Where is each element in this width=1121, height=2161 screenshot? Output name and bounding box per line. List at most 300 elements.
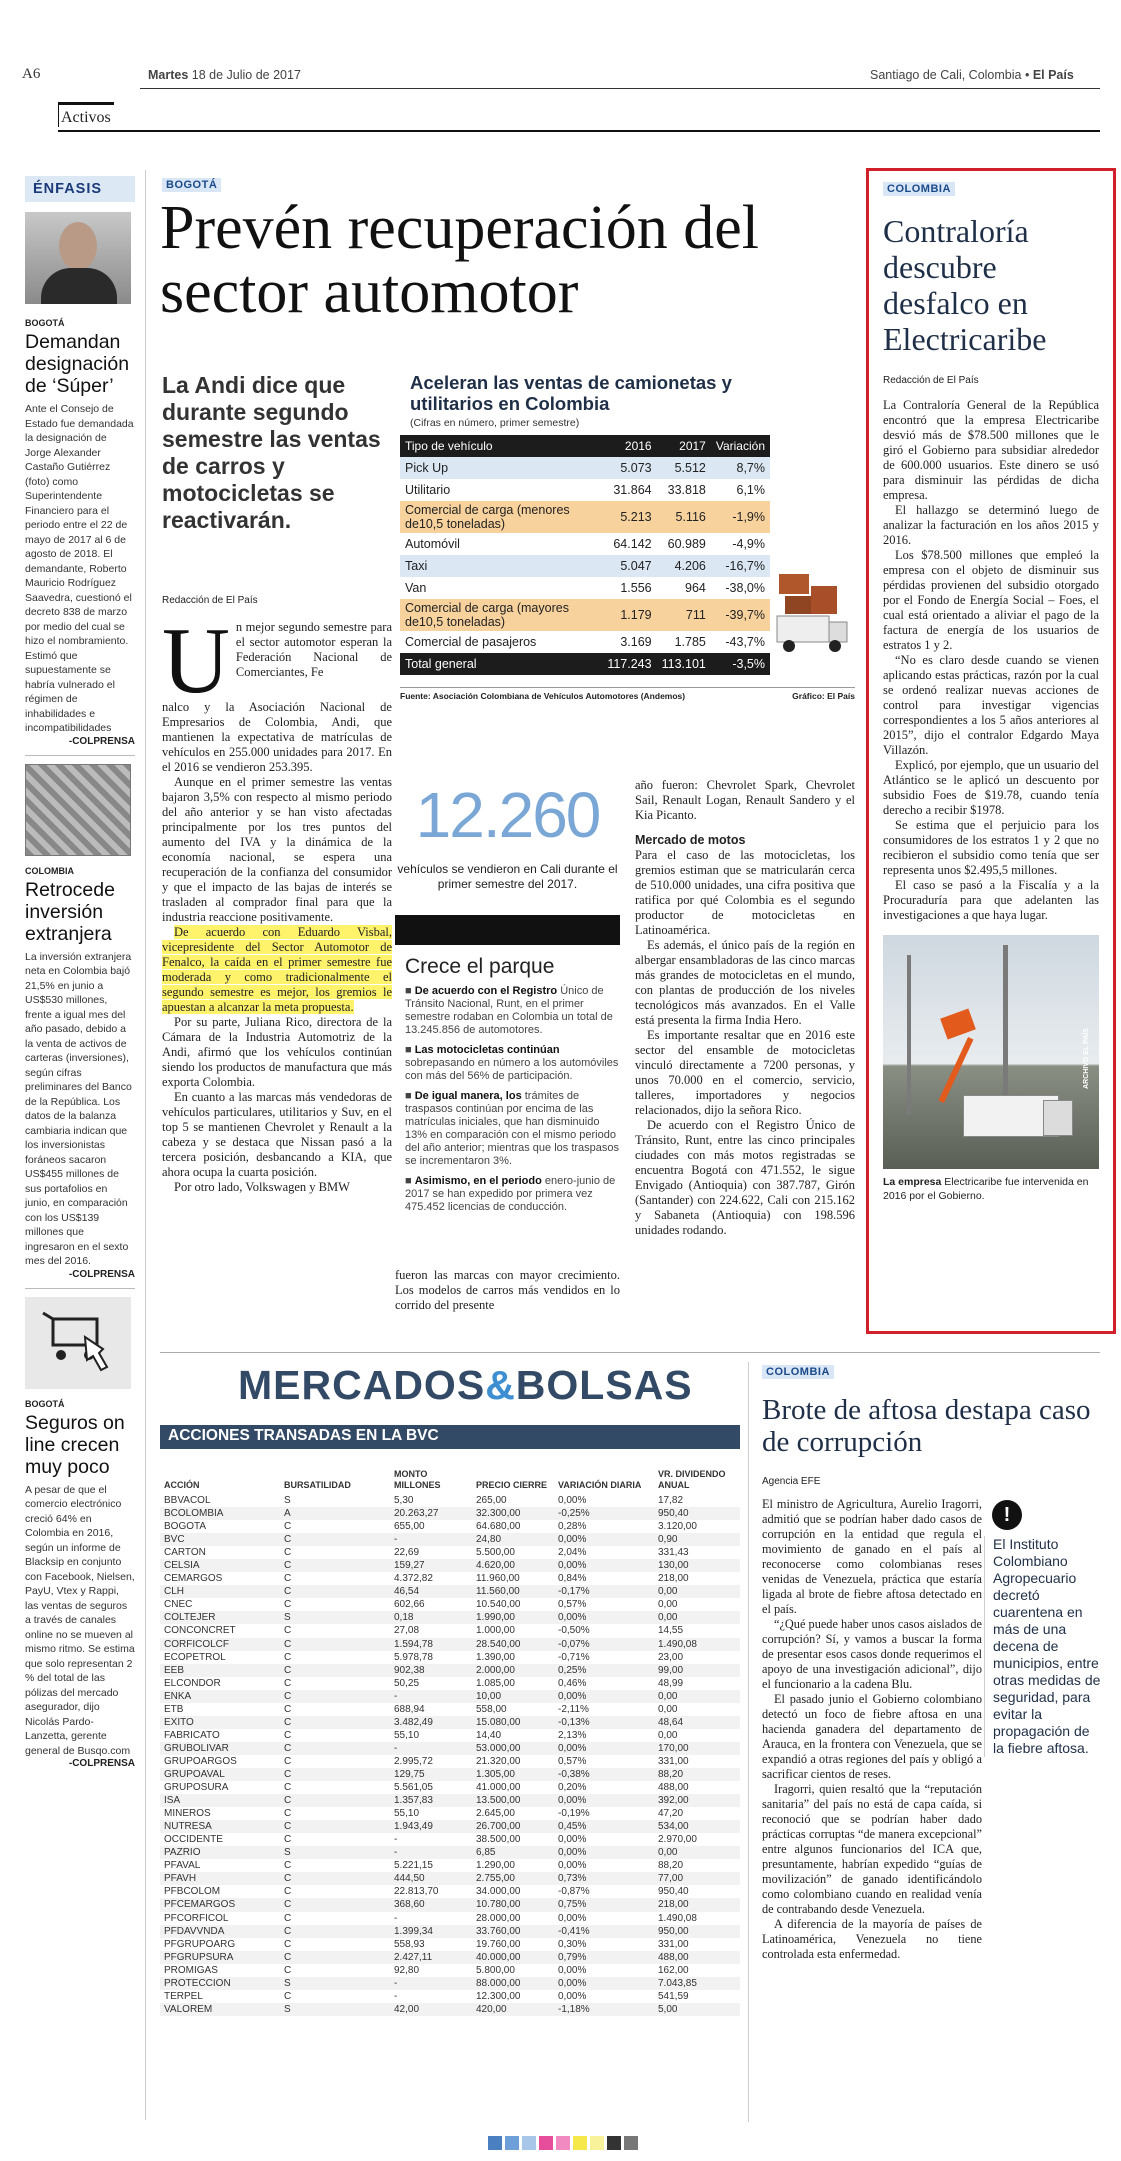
stock-name: GRUPOARGOS: [164, 1755, 237, 1767]
annual-dividend: 0,00: [658, 1729, 678, 1741]
daily-change: 0,00%: [554, 1690, 654, 1703]
amount: 2.995,72: [394, 1755, 433, 1767]
close-price: 33.760,00: [472, 1925, 554, 1938]
main-paragraph-5: En cuanto a las marcas más vendedoras de vehículos particulares, utilitarios y Suv, en el top 5 se mantienen Chevrolet y Renault a la cabeza y se destaca que Nissan pasó a la tercera posición, desbancando a KIA, que ahora ocupa la cuarta posición.: [162, 1090, 392, 1179]
stock-row: [160, 1716, 740, 1729]
liquidity: C: [284, 1886, 292, 1898]
contraloria-paragraph: “No es claro desde cuando se vienen aplicando estas prácticas, razón por la cual se ordenó realizar nuevas acciones de control para investigar vigencias correspondientes a los 5 años anteriores al 2015”, dijo el contralor Edgardo Maya Villazón.: [883, 653, 1099, 757]
table-row: [400, 501, 770, 533]
total-2017: 113.101: [657, 653, 711, 675]
close-price: 558,00: [476, 1703, 507, 1715]
bvc-header-cell: BURSATILIDAD: [284, 1480, 351, 1490]
liquidity: C: [280, 1638, 390, 1651]
stock-name: EEB: [160, 1664, 280, 1677]
close-price: 1.990,00: [472, 1611, 554, 1624]
daily-change: 0,20%: [558, 1782, 587, 1794]
vehicle-type: Automóvil: [405, 537, 460, 551]
close-price: 26.700,00: [472, 1820, 554, 1833]
crece-item: ■ De igual manera, los trámites de traspasos continúan por encima de las matrículas iniciales, que han disminuido 13% en comparación con el mismo periodo del año anterior; mientras que los traspasos se incrementaron 3%.: [405, 1090, 620, 1167]
daily-change: 0,73%: [554, 1872, 654, 1885]
table-row: [400, 555, 770, 577]
annual-dividend: 48,64: [654, 1716, 740, 1729]
infographic-source: Fuente: Asociación Colombiana de Vehículos Automotores (Andemos): [400, 691, 686, 701]
bvc-header-cell: VARIACIÓN DIARIA: [558, 1480, 642, 1490]
bvc-header-cell: ACCIÓN: [164, 1480, 200, 1490]
stock-name: PFCEMARGOS: [160, 1898, 280, 1911]
infographic-title: Aceleran las ventas de camionetas y utilitarios en Colombia: [410, 372, 732, 414]
annual-dividend: 23,00: [658, 1651, 684, 1663]
liquidity: C: [280, 1898, 390, 1911]
value-2017: 1.785: [674, 635, 706, 649]
contraloria-paragraph: Se estima que el perjuicio para los consumidores de los estratos 1 y 2 que no recibieron el subsidio como tenía que ser representa unos $2.495,5 millones.: [883, 818, 1099, 877]
daily-change: -0,71%: [558, 1651, 590, 1663]
annual-dividend: 170,00: [654, 1742, 740, 1755]
amount: 1.399,34: [390, 1925, 472, 1938]
amount: 1.357,83: [390, 1794, 472, 1807]
crece-item-text: enero-junio de 2017 se han expedido por primera vez 475.452 licencias de conducción.: [405, 1175, 616, 1213]
daily-change: 0,45%: [554, 1820, 654, 1833]
liquidity: C: [280, 1533, 390, 1546]
big-number-caption: vehículos se vendieron en Cali durante el primer semestre del 2017.: [397, 862, 618, 891]
aftosa-body: [762, 1497, 982, 1962]
stock-name: CELSIA: [160, 1559, 280, 1572]
stock-row: [160, 1507, 740, 1520]
annual-dividend: 331,00: [658, 1938, 689, 1950]
section-tab: [58, 102, 114, 127]
daily-change: -0,41%: [554, 1925, 654, 1938]
variation: -43,7%: [725, 635, 765, 649]
stock-name: BOGOTA: [164, 1521, 207, 1533]
daily-change: -0,19%: [558, 1808, 590, 1820]
daily-change: 0,00%: [558, 1834, 587, 1846]
close-price: 24,80: [472, 1533, 554, 1546]
close-price: 40.000,00: [472, 1951, 554, 1964]
stock-row: [160, 1807, 740, 1820]
close-price: 21.320,00: [476, 1755, 521, 1767]
annual-dividend: 99,00: [654, 1664, 740, 1677]
amount: 4.372,82: [394, 1573, 433, 1585]
crece-item-lead: De igual manera, los: [414, 1090, 522, 1102]
close-price: 88.000,00: [472, 1977, 554, 1990]
crece-item: ■ De acuerdo con el Registro Único de Tránsito Nacional, Runt, en el primer semestre rodaban en Colombia un total de 13.245.856 de automotores.: [405, 985, 613, 1036]
bolsas-word: BOLSAS: [515, 1362, 693, 1408]
vehicle-type: Comercial de pasajeros: [405, 635, 537, 649]
amount: -: [394, 1990, 398, 2002]
close-price: 265,00: [476, 1495, 507, 1507]
stock-name: PAZRIO: [160, 1846, 280, 1859]
annual-dividend: 2.970,00: [658, 1834, 697, 1846]
amount: 50,25: [394, 1677, 420, 1689]
variation: 8,7%: [711, 457, 770, 479]
daily-change: 0,00%: [558, 1990, 587, 2002]
stock-name: PFDAVVNDA: [160, 1925, 280, 1938]
stock-name: CNEC: [164, 1599, 193, 1611]
liquidity: C: [280, 1716, 390, 1729]
stock-row: [160, 1533, 740, 1546]
total-label: Total general: [400, 653, 602, 675]
main-deck: La Andi dice que durante segundo semestre las ventas de carros y motocicletas se reactivarán.: [162, 372, 381, 533]
annual-dividend: 0,00: [658, 1599, 678, 1611]
amount: 159,27: [390, 1559, 472, 1572]
main-paragraph-4: Por su parte, Juliana Rico, directora de la Cámara de la Industria Automotriz de la Andi, afirmó que los vehículos continúan siendo los productos de manufactura que más exporta Colombia.: [162, 1015, 392, 1089]
close-price: 2.755,00: [472, 1872, 554, 1885]
amount: 902,38: [390, 1664, 472, 1677]
stock-name: EXITO: [160, 1716, 280, 1729]
header-location: [870, 68, 1074, 82]
stock-name: TERPEL: [164, 1990, 203, 2002]
header-date: [148, 68, 301, 82]
table-header-row: [400, 435, 770, 457]
city-photo: [25, 764, 131, 856]
liquidity: C: [284, 1938, 292, 1950]
value-2017: 964: [685, 581, 706, 595]
main-paragraph-1-lead: n mejor segundo semestre para el sector automotor esperan la Federación Nacional de Comerciantes, Fe: [235, 620, 392, 679]
close-price: 53.000,00: [472, 1742, 554, 1755]
close-price: 1.390,00: [476, 1651, 515, 1663]
liquidity: C: [280, 1820, 390, 1833]
value-2016: 5.073: [602, 457, 656, 479]
liquidity: C: [284, 1860, 292, 1872]
annual-dividend: 0,00: [654, 1846, 740, 1859]
stock-row: [160, 1703, 740, 1716]
liquidity: C: [284, 1782, 292, 1794]
variation: -4,9%: [732, 537, 765, 551]
daily-change: 0,30%: [558, 1938, 587, 1950]
annual-dividend: 218,00: [654, 1898, 740, 1911]
amount: 27,08: [394, 1625, 420, 1637]
enfasis-title-2: Retrocede inversión extranjera: [25, 878, 115, 945]
main-column-1: [162, 609, 392, 1195]
table-row: [400, 533, 770, 555]
bvc-header-cell: PRECIO CIERRE: [476, 1480, 548, 1490]
main-byline: Redacción de El País: [162, 595, 258, 606]
daily-change: 2,04%: [558, 1547, 587, 1559]
amount: 55,10: [394, 1808, 420, 1820]
stock-name: ENKA: [160, 1690, 280, 1703]
contraloria-paragraph: El caso se pasó a la Fiscalía y a la Procuraduría para que adelanten las investigaciones a que haya lugar.: [883, 878, 1099, 922]
liquidity: C: [280, 1585, 390, 1598]
stock-row: [160, 1585, 740, 1598]
annual-dividend: 0,00: [654, 1611, 740, 1624]
registration-swatch: [624, 2136, 638, 2150]
stock-name: PFGRUPSURA: [160, 1951, 280, 1964]
liquidity: C: [284, 1547, 292, 1559]
main-kicker-text: BOGOTÁ: [162, 178, 221, 192]
stock-name: PFAVAL: [164, 1860, 201, 1872]
registration-swatch: [522, 2136, 536, 2150]
stock-row: [160, 1546, 740, 1559]
aftosa-paragraph: Iragorri, quien resaltó que la “reputación sanitaria” del país no está de capa caída, si reconoció que se podrían haber dado prácticas corruptas “de manera excepcional” entre algunos funcionarios del ICA que, presuntamente, habrían expedido “guías de movilización” de ganado identificándolo como colombiano cuando en realidad venía de contrabando desde Venezuela.: [762, 1782, 982, 1916]
close-price: 28.540,00: [472, 1638, 554, 1651]
stock-row: [160, 1664, 740, 1677]
header-city: Santiago de Cali, Colombia •: [870, 68, 1033, 82]
enfasis-kicker-2: COLOMBIA: [25, 865, 74, 876]
amount: 0,18: [390, 1611, 472, 1624]
daily-change: -2,11%: [558, 1703, 589, 1715]
mercados-word: MERCADOS: [238, 1362, 486, 1408]
value-2017: 5.512: [657, 457, 711, 479]
liquidity: C: [284, 1573, 292, 1585]
stock-name: GRUPOSURA: [164, 1782, 229, 1794]
daily-change: 0,75%: [554, 1898, 654, 1911]
daily-change: 0,79%: [554, 1951, 654, 1964]
enfasis-title-3: Seguros on line crecen muy poco: [25, 1411, 125, 1478]
amount: 92,80: [394, 1964, 420, 1976]
liquidity: C: [284, 1990, 292, 2002]
liquidity: C: [284, 1964, 292, 1976]
aftosa-headline: Brote de aftosa destapa caso de corrupción: [762, 1394, 1091, 1458]
daily-change: 0,00%: [554, 1611, 654, 1624]
moto-paragraph-3: Es importante resaltar que en 2016 este sector del ensamble de motocicletas vinculó directamente a 7200 personas, y unos 70.000 en el comercio, servicio, talleres, importadores y negocios relacionados, dijo la señora Rico.: [635, 1028, 855, 1117]
table-row: [400, 631, 770, 653]
annual-dividend: 392,00: [654, 1794, 740, 1807]
value-2016: 1.179: [602, 599, 656, 631]
stock-row: [160, 1794, 740, 1807]
crece-item: ■ Asimismo, en el periodo enero-junio de 2017 se han expedido por primera vez 475.452 licencias de conducción.: [405, 1175, 616, 1213]
registration-swatch: [556, 2136, 570, 2150]
daily-change: 0,25%: [554, 1664, 654, 1677]
variation: -38,0%: [725, 581, 765, 595]
main-column-2-bottom: fueron las marcas con mayor crecimiento. Los modelos de carros más vendidos en lo corrido del presente: [395, 1268, 620, 1312]
liquidity: S: [280, 1846, 390, 1859]
value-2016: 31.864: [613, 483, 652, 497]
stock-name: PFCORFICOL: [164, 1912, 229, 1924]
contraloria-box: [866, 168, 1116, 1334]
bvc-header-cell: VR. DIVIDENDO ANUAL: [658, 1469, 726, 1490]
close-price: 11.560,00: [472, 1585, 554, 1598]
amount: 5.221,15: [394, 1860, 433, 1872]
annual-dividend: 130,00: [654, 1559, 740, 1572]
table-row: [400, 479, 770, 501]
stock-name: FABRICATO: [164, 1729, 220, 1741]
annual-dividend: 1.490,08: [654, 1638, 740, 1651]
liquidity: C: [280, 1559, 390, 1572]
annual-dividend: 950,40: [654, 1507, 740, 1520]
table-header-cell: 2017: [657, 435, 711, 457]
annual-dividend: 7.043,85: [654, 1977, 740, 1990]
amount: 46,54: [390, 1585, 472, 1598]
stock-row: [160, 1885, 740, 1898]
annual-dividend: 534,00: [654, 1820, 740, 1833]
stock-name: ELCONDOR: [164, 1677, 221, 1689]
enfasis-credit-3: -COLPRENSA: [68, 1758, 135, 1769]
amount: 444,50: [390, 1872, 472, 1885]
value-2016: 3.169: [620, 635, 652, 649]
liquidity: C: [280, 1951, 390, 1964]
crece-item-text: trámites de traspasos continúan por encima de las matrículas iniciales, que han disminuido 13% en comparación con el mismo periodo del año anterior; mientras que los traspasos se incrementaron 3%.: [405, 1090, 620, 1167]
daily-change: -0,38%: [554, 1768, 654, 1781]
value-2017: 33.818: [667, 483, 706, 497]
amount: 55,10: [394, 1729, 420, 1741]
main-kicker: [162, 175, 221, 193]
stock-row: [160, 1925, 740, 1938]
daily-change: 0,00%: [558, 1495, 587, 1507]
annual-dividend: 0,00: [654, 1585, 740, 1598]
stock-row: [160, 1938, 740, 1951]
bvc-stock-table: [160, 1456, 740, 2016]
crece-item-lead: Las motocicletas continúan: [414, 1044, 560, 1056]
highlighted-quote: De acuerdo con Eduardo Visbal, vicepresidente del Sector Automotor de Fenalco, la caída en el primer semestre fue moderada y como tradicionalmente el segundo semestre es mejor, los gremios le apuestan a alcanzar la meta propuesta.: [162, 925, 392, 1014]
daily-change: 0,28%: [558, 1521, 587, 1533]
amount: -: [390, 1742, 472, 1755]
enfasis-body-3: A pesar de que el comercio electrónico creció 64% en Colombia en 2016, según un informe de Blacksip en conjunto con Facebook, Nielsen, PayU, Vtex y Rappi, las ventas de seguros a través de canales online no se mueven al mismo ritmo. Se estima que solo representan 2 % del total de las pólizas del mercado asegurador, dijo Nicolás Pardo-Lanzetta, gerente general de Busqo.com: [25, 1483, 135, 1757]
liquidity: C: [284, 1729, 292, 1741]
daily-change: -0,07%: [554, 1638, 654, 1651]
moto-subhead: Mercado de motos: [635, 833, 746, 847]
stock-row: [160, 1990, 740, 2003]
annual-dividend: 218,00: [658, 1573, 689, 1585]
table-row: [400, 457, 770, 479]
contraloria-paragraph: Explicó, por ejemplo, que un usuario del Atlántico se le aplicó un descuento por subsidio Foes de $19.78, cuando tenía derecho a recibir $1978.: [883, 758, 1099, 817]
enfasis-title-1: Demandan designación de ‘Súper’: [25, 331, 130, 397]
stock-row: [160, 1677, 740, 1690]
contraloria-byline: Redacción de El País: [883, 375, 979, 386]
annual-dividend: 0,00: [654, 1690, 740, 1703]
stock-name: GRUPOAVAL: [160, 1768, 280, 1781]
aftosa-divider: [748, 1362, 749, 2122]
value-2017: 5.116: [657, 501, 711, 533]
annual-dividend: 950,40: [658, 1886, 689, 1898]
close-price: 12.300,00: [476, 1990, 521, 2002]
close-price: 11.960,00: [476, 1573, 520, 1585]
annual-dividend: 0,00: [658, 1703, 678, 1715]
aftosa-note-text: El Instituto Colombiano Agropecuario decretó cuarentena en más de una decena de municipios, entre otras medidas de seguridad, para evitar la propagación de la fiebre aftosa.: [984, 1536, 1102, 1757]
value-2017: 4.206: [657, 555, 711, 577]
stock-row: [160, 1872, 740, 1885]
header-weekday: Martes: [148, 68, 189, 82]
stock-row: [160, 1846, 740, 1859]
stock-name: ISA: [160, 1794, 280, 1807]
vehicle-type: Pick Up: [400, 457, 602, 479]
main-paragraph-2: Aunque en el primer semestre las ventas bajaron 3,5% con respecto al mismo periodo del año anterior y se han visto afectadas principalmente por los tres puntos del aumento del IVA y la dinámica de la economía nacional, se espera una recuperación de la confianza del consumidor y que el impacto de las bajas de interés se trasladen al comprador final para que la industria reaccione positivamente.: [162, 775, 392, 924]
annual-dividend: 162,00: [658, 1964, 689, 1976]
stock-name: NUTRESA: [160, 1820, 280, 1833]
close-price: 14,40: [476, 1729, 502, 1741]
crece-item: ■ Las motocicletas continúan sobrepasando en número a los automóviles con más del 56% de participación.: [405, 1044, 619, 1082]
vehicle-type: Comercial de carga (menores de10,5 toneladas): [400, 501, 602, 533]
stock-name: COLTEJER: [160, 1611, 280, 1624]
drop-cap: U: [162, 609, 230, 713]
stock-row: [160, 1494, 740, 1507]
amount: 129,75: [390, 1768, 472, 1781]
crece-item-text: sobrepasando en número a los automóviles con más del 56% de participación.: [405, 1057, 619, 1082]
amount: 602,66: [394, 1599, 425, 1611]
annual-dividend: 331,43: [658, 1547, 689, 1559]
value-2016: 64.142: [613, 537, 652, 551]
divider: [25, 755, 135, 756]
amount: -: [390, 1977, 472, 1990]
stock-row: [160, 1820, 740, 1833]
aftosa-byline: Agencia EFE: [762, 1476, 821, 1487]
amount: 688,94: [394, 1703, 425, 1715]
amount: 655,00: [394, 1521, 425, 1533]
stock-name: PFGRUPOARG: [164, 1938, 236, 1950]
liquidity: C: [284, 1651, 292, 1663]
annual-dividend: 3.120,00: [658, 1521, 697, 1533]
enfasis-body-2: La inversión extranjera neta en Colombia bajó 21,5% en junio a US$530 millones, frente a igual mes del año pasado, debido a la venta de activos de carteras (inversiones), según cifras preliminares del Banco de la República. Los datos de la balanza cambiaria indican que los inversionistas foráneos sacaron US$455 millones de sus portafolios en junio, en comparación con los US$139 millones que ingresaron en el sexto mes del 2016.: [25, 950, 132, 1267]
amount: 5,30: [394, 1495, 414, 1507]
daily-change: 0,84%: [558, 1573, 587, 1585]
sales-infographic: [400, 372, 855, 701]
main-paragraph-3: [162, 925, 392, 1015]
main-paragraph-1: nalco y la Asociación Nacional de Empresarios de Colombia, Andi, que mantienen la expectativa de matrículas de vehículos en 255.000 unidades para 2017. En el 2016 se vendieron 253.395.: [162, 700, 392, 774]
stock-name: ETB: [164, 1703, 184, 1715]
stock-name: CONCONCRET: [164, 1625, 236, 1637]
stock-row: [160, 1951, 740, 1964]
stock-row: [160, 1912, 740, 1925]
stock-row: [160, 1859, 740, 1872]
variation: -16,7%: [711, 555, 770, 577]
close-price: 28.000,00: [476, 1912, 521, 1924]
crece-title: Crece el parque: [405, 955, 555, 978]
vehicle-sales-table: [400, 435, 770, 675]
close-price: 2.645,00: [476, 1808, 515, 1820]
table-header-cell: Tipo de vehículo: [400, 435, 602, 457]
divider: [25, 1288, 135, 1289]
stock-row: [160, 1768, 740, 1781]
liquidity: S: [280, 2003, 390, 2016]
liquidity: C: [284, 1625, 292, 1637]
variation: 6,1%: [736, 483, 765, 497]
close-price: 2.000,00: [472, 1664, 554, 1677]
annual-dividend: 1.490,08: [658, 1912, 697, 1924]
liquidity: A: [280, 1507, 390, 1520]
daily-change: -0,17%: [554, 1585, 654, 1598]
value-2016: 5.213: [602, 501, 656, 533]
stock-row: [160, 1638, 740, 1651]
stock-name: ECOPETROL: [164, 1651, 226, 1663]
daily-change: -0,25%: [554, 1507, 654, 1520]
vehicle-type: Van: [405, 581, 427, 595]
enfasis-label: ÉNFASIS: [25, 176, 135, 202]
amount: 368,60: [390, 1898, 472, 1911]
table-header-cell: 2016: [602, 435, 656, 457]
annual-dividend: 488,00: [658, 1782, 689, 1794]
moto-paragraph-1: Para el caso de las motocicletas, los gremios estiman que se matricularán cerca de 510.000 unidades, una cifra positiva que ratifica por qué Colombia es el segundo productor de motocicletas en Latinoamérica.: [635, 848, 855, 937]
table-header-cell: Variación: [711, 435, 770, 457]
contraloria-paragraph: Los $78.500 millones que empleó la empresa con el objeto de disminuir sus pérdidas provienen del subsidio otorgado por el Fondo de Energía Social – Foes, el cual está orientado a aliviar el pago de la factura de energía de los usuarios de estratos 1 y 2.: [883, 548, 1099, 652]
liquidity: C: [280, 1925, 390, 1938]
close-price: 19.760,00: [476, 1938, 521, 1950]
annual-dividend: 5,00: [654, 2003, 740, 2016]
amount: 1.594,78: [390, 1638, 472, 1651]
electricaribe-photo: [883, 935, 1099, 1169]
close-price: 4.620,00: [472, 1559, 554, 1572]
crece-item-text: Único de Tránsito Nacional, Runt, en el primer semestre rodaban en Colombia un total de 13.245.856 de automotores.: [405, 985, 613, 1036]
liquidity: C: [280, 1794, 390, 1807]
crece-box: [395, 915, 620, 1221]
stock-name: CEMARGOS: [164, 1573, 223, 1585]
stock-row: [160, 1598, 740, 1611]
liquidity: C: [284, 1677, 292, 1689]
aftosa-kicker: COLOMBIA: [762, 1365, 834, 1379]
stock-name: MINEROS: [164, 1808, 211, 1820]
infographic-subtitle: (Cifras en número, primer semestre): [410, 417, 580, 429]
annual-dividend: 950,00: [654, 1925, 740, 1938]
header-date-text: 18 de Julio de 2017: [191, 68, 301, 82]
color-registration-bar: [488, 2136, 638, 2150]
value-2016: 1.556: [620, 581, 652, 595]
amount: 20.263,27: [390, 1507, 472, 1520]
stock-row: [160, 1833, 740, 1846]
stock-name: BVC: [160, 1533, 280, 1546]
contraloria-paragraph: El hallazgo se determinó luego de analizar la facturación en los años 2015 y 2016.: [883, 503, 1099, 547]
photo-credit: ARCHIVO EL PAÍS: [1083, 1028, 1091, 1089]
daily-change: 0,00%: [554, 1559, 654, 1572]
enfasis-credit-1: -COLPRENSA: [68, 735, 135, 747]
stock-row: [160, 2003, 740, 2016]
close-price: 10.780,00: [472, 1898, 554, 1911]
